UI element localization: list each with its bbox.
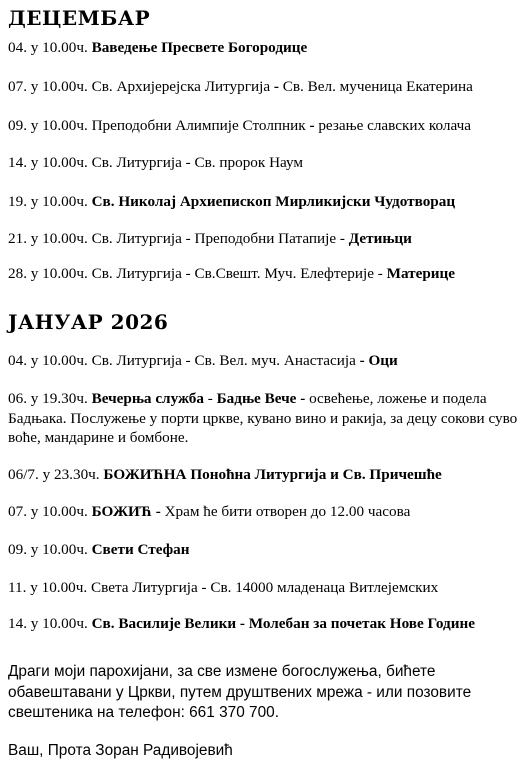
schedule-item: 06. у 19.30ч. Вечерња служба - Бадње Вече - освећење, ложење и подела Бадњака. Послужење у порти цркве, кувано вино и ракија, за децу сокови суво воће, мандарине и бомбоне. (8, 390, 518, 446)
schedule-item: 04. у 10.00ч. Ваведење Пресвете Богородице (8, 39, 308, 56)
schedule-item: 07. у 10.00ч. Св. Архијерејска Литургија - Св. Вел. мученица Екатерина (8, 78, 473, 95)
january-heading: ЈАНУАР 2026 (8, 310, 169, 334)
schedule-item: 28. у 10.00ч. Св. Литургија - Св.Свешт. Муч. Елефтерије - Материце (8, 265, 456, 282)
schedule-item: 21. у 10.00ч. Св. Литургија - Преподобни Патапије - Детињци (8, 230, 412, 247)
schedule-item: 04. у 10.00ч. Св. Литургија - Св. Вел. муч. Анастасија - Оци (8, 352, 398, 369)
schedule-item: 07. у 10.00ч. БОЖИЋ - Храм ће бити отворен до 12.00 часова (8, 503, 411, 520)
parish-note: Драги моји парохијани, за све измене богослужења, бићете обавештавани у Цркви, путем друштвених мрежа - или позовите свештеника на телефон: 661 370 700. (8, 663, 472, 721)
december-heading: ДЕЦЕМБАР (8, 6, 151, 30)
signature: Ваш, Прота Зоран Радивојевић (8, 742, 233, 759)
schedule-item: 06/7. у 23.30ч. БОЖИЋНА Поноћна Литургија и Св. Причешће (8, 466, 442, 483)
schedule-item: 14. у 10.00ч. Св. Литургија - Св. пророк Наум (8, 154, 304, 171)
schedule-item: 09. у 10.00ч. Свети Стефан (8, 541, 190, 558)
schedule-item: 09. у 10.00ч. Преподобни Алимпије Столпник - резање славских колача (8, 117, 471, 134)
schedule-item: 19. у 10.00ч. Св. Николај Архиепископ Мирликијски Чудотворац (8, 193, 456, 210)
schedule-item: 14. у 10.00ч. Св. Василије Велики - Молебан за почетак Нове Године (8, 615, 475, 632)
schedule-item: 11. у 10.00ч. Света Литургија - Св. 14000 младенаца Витлејемских (8, 579, 439, 596)
